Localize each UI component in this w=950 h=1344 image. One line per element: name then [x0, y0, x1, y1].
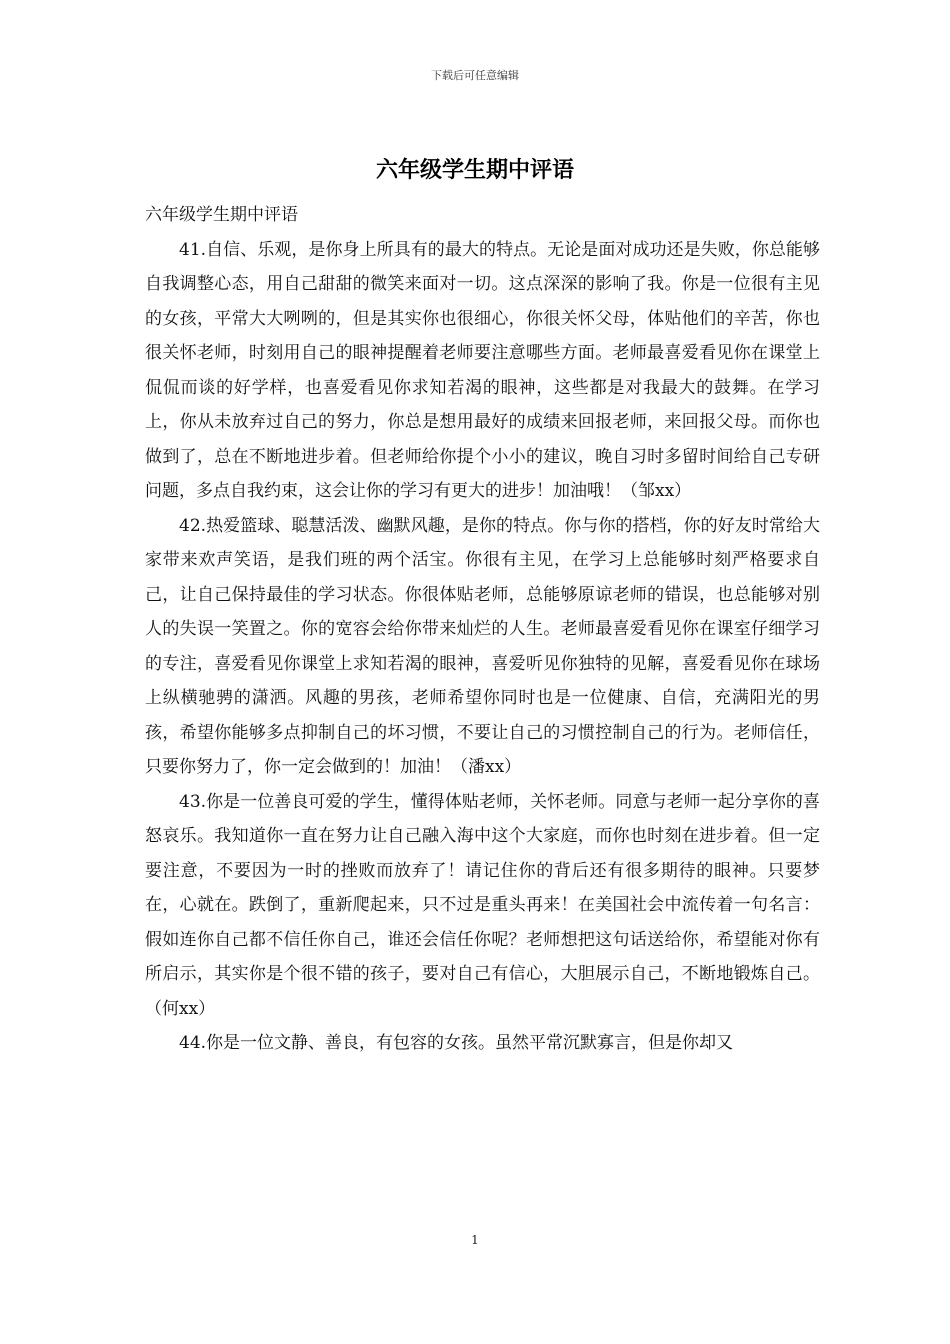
- comment-paragraph-41: 41.自信、乐观，是你身上所具有的最大的特点。无论是面对成功还是失败，你总能够自我调整心态，用自己甜甜的微笑来面对一切。这点深深的影响了我。你是一位很有主见的女孩，平常大大咧咧的，但是其实你也很细心，你很关怀父母，体贴他们的辛苦，你也很关怀老师，时刻用自己的眼神提醒着老师要注意哪些方面。老师最喜爱看见你在课堂上侃侃而谈的好学样，也喜爱看见你求知若渴的眼神，这些都是对我最大的鼓舞。在学习上，你从未放弃过自己的努力，你总是想用最好的成绩来回报老师，来回报父母。而你也做到了，总在不断地进步着。但老师给你提个小小的建议，晚自习时多留时间给自己专研问题，多点自我约束，这会让你的学习有更大的进步！加油哦！（邹xx）: [145, 239, 820, 501]
- document-subtitle: 六年级学生期中评语: [145, 205, 298, 225]
- header-note: 下载后可任意编辑: [431, 69, 519, 82]
- comment-paragraph-42: 42.热爱篮球、聪慧活泼、幽默风趣，是你的特点。你与你的搭档，你的好友时常给大家带来欢声笑语，是我们班的两个活宝。你很有主见，在学习上总能够时刻严格要求自己，让自己保持最佳的学习状态。你很体贴老师，总能够原谅老师的错误，也总能够对别人的失误一笑置之。你的宽容会给你带来灿烂的人生。老师最喜爱看见你在课室仔细学习的专注，喜爱看见你课堂上求知若渴的眼神，喜爱听见你独特的见解，喜爱看见你在球场上纵横驰骋的潇洒。风趣的男孩，老师希望你同时也是一位健康、自信，充满阳光的男孩，希望你能够多点抑制自己的坏习惯，不要让自己的习惯控制自己的行为。老师信任，只要你努力了，你一定会做到的！加油！（潘xx）: [145, 515, 820, 777]
- comment-paragraph-44: 44.你是一位文静、善良，有包容的女孩。虽然平常沉默寡言，但是你却又: [179, 1033, 734, 1053]
- comment-paragraph-43: 43.你是一位善良可爱的学生，懂得体贴老师，关怀老师。同意与老师一起分享你的喜怒哀乐。我知道你一直在努力让自己融入海中这个大家庭，而你也时刻在进步着。但一定要注意，不要因为一时的挫败而放弃了！请记住你的背后还有很多期待的眼神。只要梦在，心就在。跌倒了，重新爬起来，只不过是重头再来！在美国社会中流传着一句名言：假如连你自己都不信任你自己，谁还会信任你呢？老师想把这句话送给你，希望能对你有所启示，其实你是个很不错的孩子，要对自己有信心，大胆展示自己，不断地锻炼自己。（何xx）: [145, 791, 820, 1019]
- document-title: 六年级学生期中评语: [375, 157, 574, 183]
- page-number: 1: [471, 1233, 479, 1247]
- document-body: [145, 198, 820, 1061]
